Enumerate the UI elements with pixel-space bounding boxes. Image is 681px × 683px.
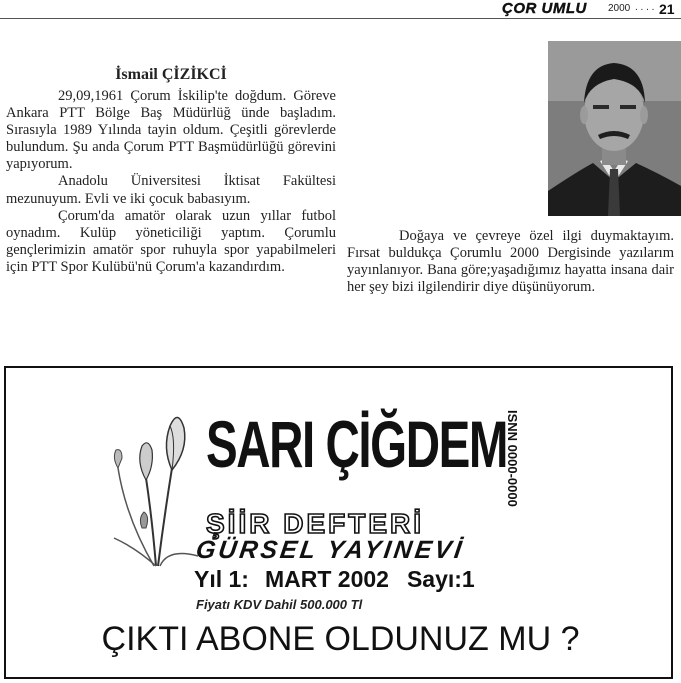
price-info: Fiyatı KDV Dahil 500.000 Tl bbox=[196, 597, 363, 612]
page-number: 21 bbox=[659, 1, 675, 17]
issue-year-label: Yıl 1: bbox=[194, 566, 249, 592]
header-year: 2000 bbox=[608, 3, 631, 14]
issue-date: MART 2002 bbox=[264, 566, 389, 592]
magazine-advertisement bbox=[4, 366, 673, 679]
author-photo bbox=[548, 41, 681, 216]
header-divider bbox=[0, 18, 681, 19]
article-paragraph: Anadolu Üniversitesi İktisat Fakültesi mezunuyum. Evli ve iki çocuk babasıyım. bbox=[6, 173, 336, 207]
issue-info bbox=[194, 566, 514, 593]
issue-number: Sayı:1 bbox=[406, 566, 475, 592]
article-right-column bbox=[347, 228, 674, 296]
author-name: İsmail ÇİZİKCİ bbox=[115, 66, 227, 83]
magazine-subtitle: ŞİİR DEFTERİ bbox=[206, 508, 425, 539]
header-dots: . . . . bbox=[635, 2, 655, 13]
magazine-title: SARI ÇİĞDEM bbox=[206, 407, 507, 481]
issn-number: ISNN 0000-0000 bbox=[505, 410, 520, 507]
article-left-column bbox=[6, 88, 336, 276]
subscription-call-to-action: ÇIKTI ABONE OLDUNUZ MU ? bbox=[101, 620, 580, 658]
crocus-flower-icon bbox=[106, 398, 206, 568]
article-paragraph: Çorum'da amatör olarak uzun yıllar futbol oynadım. Kulüp yöneticiliği yaptım. Çorumlu gençlerimizin amatör spor ruhuyla spor yapabilmeleri için PTT Spor Kulübü'nü Çorum'a kazandırdım. bbox=[6, 207, 336, 275]
article-paragraph: Doğaya ve çevreye özel ilgi duymaktayım. Fırsat buldukça Çorumlu 2000 Dergisinde yazılarım yayınlanıyor. Bana göre;yaşadığımız hayatta insana dair her şey bizi ilgilendirir diye düşünüyorum. bbox=[347, 228, 674, 296]
magazine-logo: ÇOR UMLU bbox=[502, 0, 587, 17]
publisher-name: GÜRSEL YAYINEVİ bbox=[194, 536, 467, 564]
article-paragraph: 29,09,1961 Çorum İskilip'te doğdum. Göreve Ankara PTT Bölge Baş Müdürlüğ ünde başladım. Sırasıyla 1989 Yılında tayin oldum. Çeşitli görevlerde bulundum. Şu anda Çorum PTT Başmüdürlüğü görevini yapıyorum. bbox=[6, 88, 336, 173]
portrait-icon bbox=[548, 41, 681, 216]
